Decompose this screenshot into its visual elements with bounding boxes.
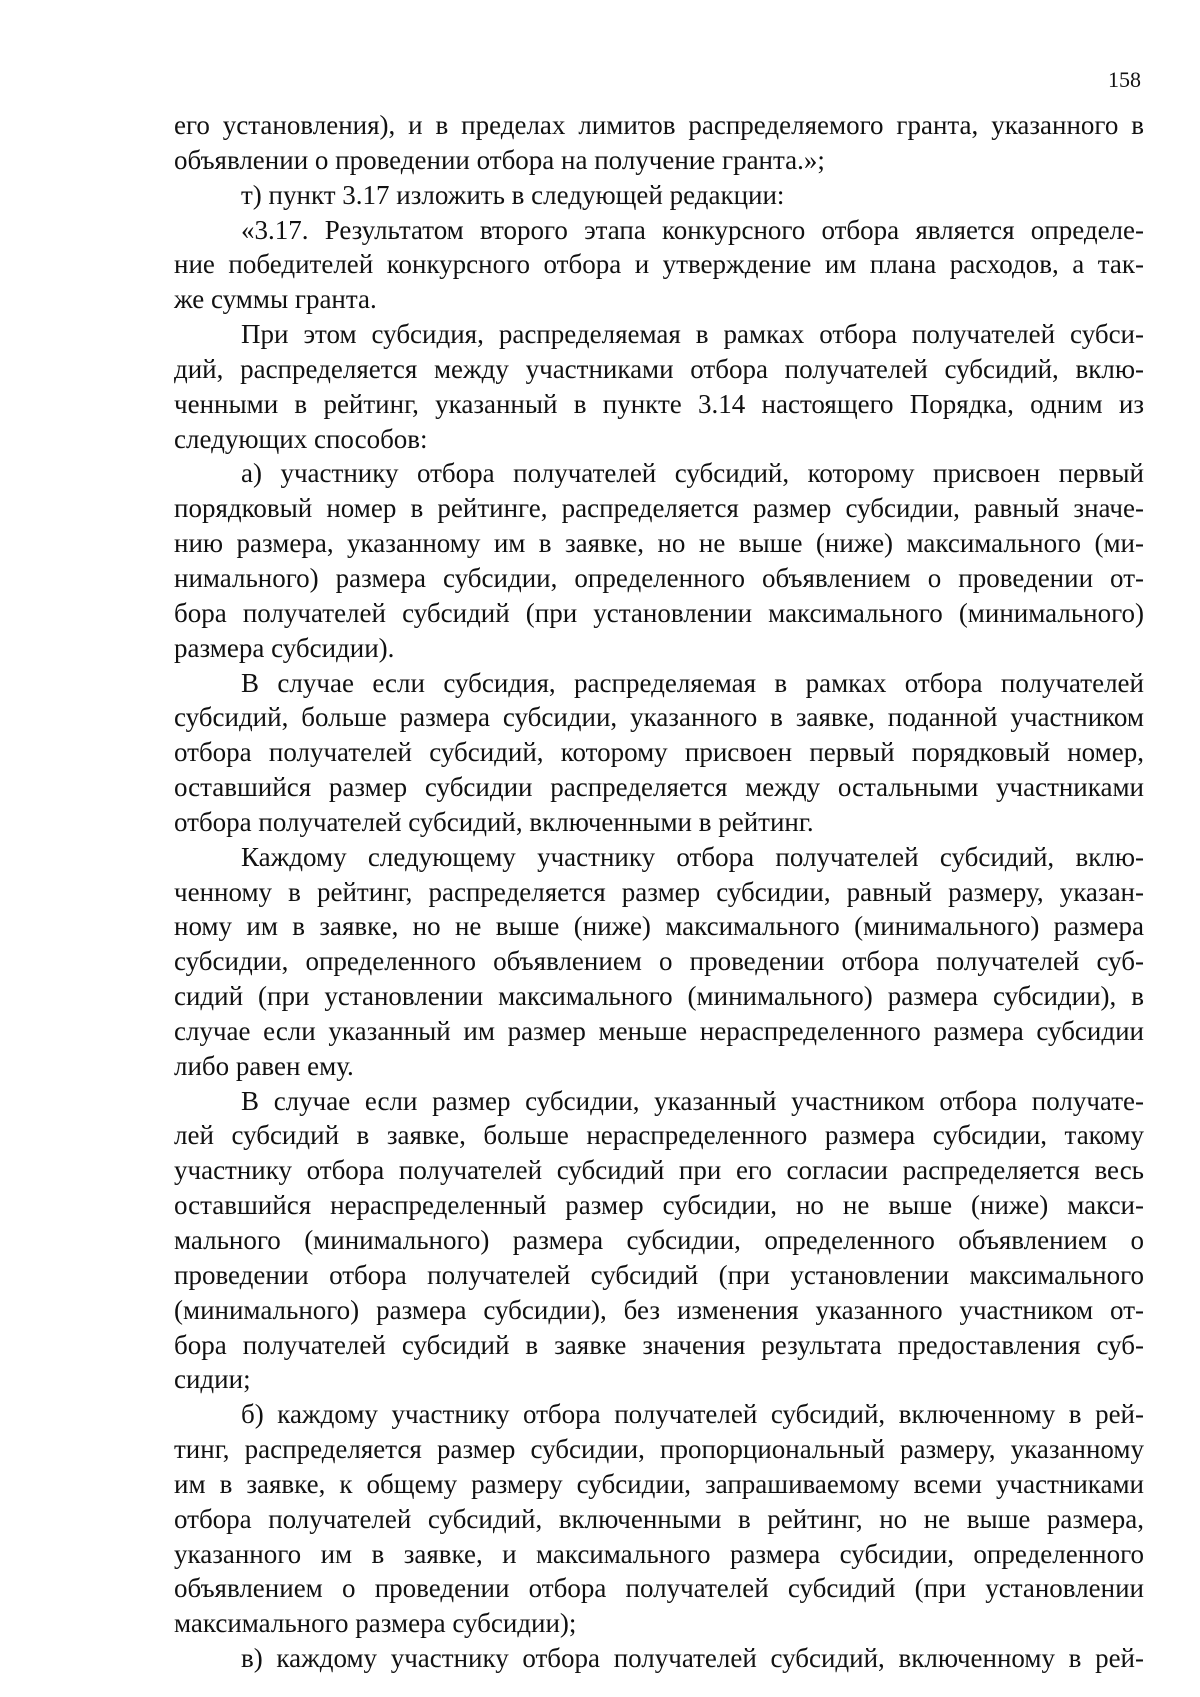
text-line: отбора получателей субсидий, включенными в рейтинг.	[174, 806, 814, 837]
text-line: порядковый номер в рейтинге, распределяется размер субсидии, равный значе-	[174, 493, 1144, 524]
text-line: отбора получателей субсидий, включенными в рейтинг, но не выше размера,	[174, 1503, 1144, 1534]
text-line: ние победителей конкурсного отбора и утверждение им плана расходов, а так-	[174, 249, 1144, 280]
text-line: мального (минимального) размера субсидии, определенного объявлением о	[174, 1225, 1144, 1255]
document-body	[174, 108, 1144, 1676]
text-line: размера субсидии).	[174, 632, 395, 663]
text-line: оставшийся нераспределенный размер субсидии, но не выше (ниже) макси-	[174, 1190, 1144, 1221]
text-line: бора получателей субсидий (при установлении максимального (минимального)	[174, 597, 1144, 628]
text-line: участнику отбора получателей субсидий при его согласии распределяется весь	[174, 1155, 1144, 1186]
text-line: В случае если размер субсидии, указанный участником отбора получате-	[241, 1085, 1144, 1116]
text-line: нию размера, указанному им в заявке, но не выше (ниже) максимального (ми-	[174, 528, 1144, 559]
text-line: его установления), и в пределах лимитов распределяемого гранта, указанного в	[174, 110, 1144, 140]
text-line: тинг, распределяется размер субсидии, пропорциональный размеру, указанному	[174, 1434, 1144, 1465]
text-line: ченному в рейтинг, распределяется размер субсидии, равный размеру, указан-	[174, 876, 1144, 907]
text-line: При этом субсидия, распределяемая в рамках отбора получателей субси-	[241, 319, 1144, 350]
text-line: (минимального) размера субсидии), без изменения указанного участником от-	[174, 1294, 1144, 1325]
text-line: «3.17. Результатом второго этапа конкурсного отбора является определе-	[241, 214, 1144, 245]
text-line: объявлении о проведении отбора на получение гранта.»;	[174, 144, 825, 175]
text-line: т) пункт 3.17 изложить в следующей редакции:	[241, 179, 785, 210]
text-line: дий, распределяется между участниками отбора получателей субсидий, вклю-	[174, 353, 1144, 384]
page-number: 158	[1108, 67, 1141, 92]
text-line: нимального) размера субсидии, определенного объявлением о проведении от-	[174, 562, 1144, 593]
text-line: оставшийся размер субсидии распределяется между остальными участниками	[174, 772, 1144, 803]
text-line: ченными в рейтинг, указанный в пункте 3.14 настоящего Порядка, одним из	[174, 388, 1144, 419]
text-line: а) участнику отбора получателей субсидий, которому присвоен первый	[241, 458, 1144, 489]
text-line: отбора получателей субсидий, которому присвоен первый порядковый номер,	[174, 737, 1144, 768]
text-line: б) каждому участнику отбора получателей субсидий, включенному в рей-	[241, 1399, 1144, 1430]
text-line: указанного им в заявке, и максимального размера субсидии, определенного	[174, 1538, 1144, 1569]
text-line: лей субсидий в заявке, больше нераспределенного размера субсидии, такому	[174, 1120, 1144, 1151]
text-line: же суммы гранта.	[174, 284, 377, 315]
text-line: субсидий, больше размера субсидии, указанного в заявке, поданной участником	[174, 702, 1144, 733]
text-line: бора получателей субсидий в заявке значения результата предоставления суб-	[174, 1329, 1144, 1360]
text-line: Каждому следующему участнику отбора получателей субсидий, вклю-	[241, 841, 1144, 872]
text-line: максимального размера субсидии);	[174, 1608, 577, 1639]
text-line: объявлением о проведении отбора получателей субсидий (при установлении	[174, 1573, 1144, 1604]
text-line: В случае если субсидия, распределяемая в рамках отбора получателей	[241, 667, 1144, 698]
text-line: ному им в заявке, но не выше (ниже) максимального (минимального) размера	[174, 911, 1144, 942]
text-line: в) каждому участнику отбора получателей субсидий, включенному в рей-	[241, 1643, 1144, 1674]
text-line: либо равен ему.	[174, 1050, 354, 1081]
text-line: следующих способов:	[174, 423, 428, 454]
text-line: проведении отбора получателей субсидий (при установлении максимального	[174, 1259, 1144, 1290]
text-line: им в заявке, к общему размеру субсидии, запрашиваемому всеми участниками	[174, 1468, 1144, 1499]
text-line: субсидии, определенного объявлением о проведении отбора получателей суб-	[174, 946, 1144, 977]
text-line: случае если указанный им размер меньше нераспределенного размера субсидии	[174, 1015, 1144, 1046]
text-line: сидии;	[174, 1364, 251, 1395]
text-line: сидий (при установлении максимального (минимального) размера субсидии), в	[174, 981, 1144, 1012]
